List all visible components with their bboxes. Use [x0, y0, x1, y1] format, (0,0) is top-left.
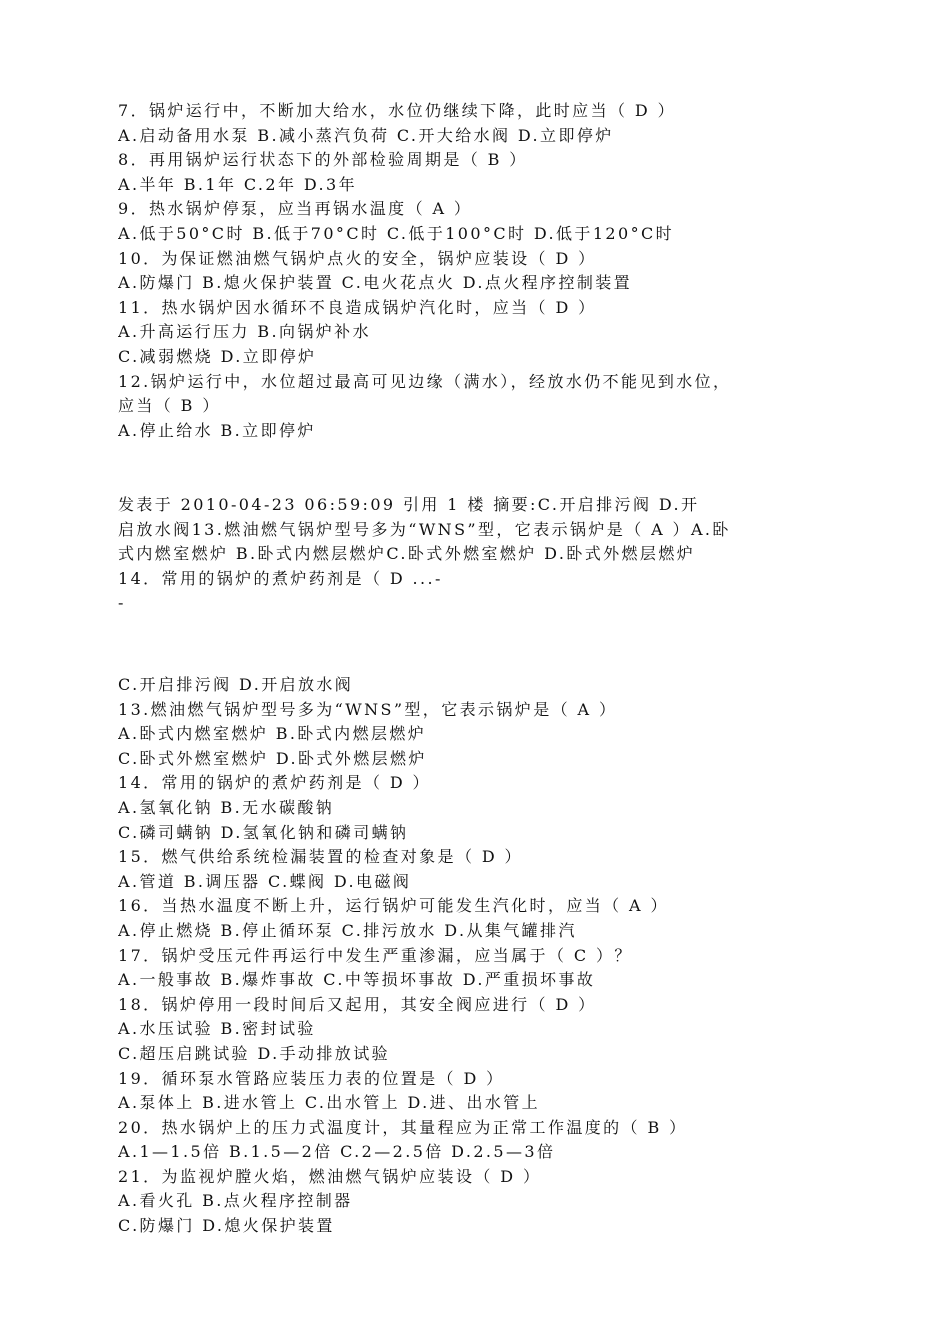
post-summary-line: 14．常用的锅炉的煮炉药剂是（ D ...-: [118, 568, 443, 588]
question-12-options: A.停止给水 B.立即停炉: [118, 420, 316, 440]
post-summary-line: 式内燃室燃炉 B.卧式内燃层燃炉C.卧式外燃室燃炉 D.卧式外燃层燃炉: [118, 544, 696, 564]
question-16-options: A.停止燃烧 B.停止循环泵 C.排污放水 D.从集气罐排汽: [118, 920, 577, 940]
question-9: 9．热水锅炉停泵，应当再锅水温度（ A ）: [118, 199, 473, 219]
question-12-options-cont: C.开启排污阀 D.开启放水阀: [118, 675, 354, 694]
question-13-options-b: C.卧式外燃室燃炉 D.卧式外燃层燃炉: [118, 748, 427, 768]
question-18-options-a: A.水压试验 B.密封试验: [118, 1019, 316, 1039]
question-12-cont: 应当（ B ）: [118, 396, 221, 416]
question-section-2: [118, 673, 836, 1239]
question-13: 13.燃油燃气锅炉型号多为“WNS”型，它表示锅炉是（ A ）: [118, 699, 618, 719]
question-10: 10．为保证燃油燃气锅炉点火的安全，锅炉应装设（ D ）: [118, 248, 597, 268]
question-7-options: A.启动备用水泵 B.减小蒸汽负荷 C.开大给水阀 D.立即停炉: [118, 125, 614, 145]
question-8-options: A.半年 B.1年 C.2年 D.3年: [118, 174, 357, 194]
question-14-options-b: C.磷司螨钠 D.氢氧化钠和磷司螨钠: [118, 822, 409, 842]
question-15-options: A.管道 B.调压器 C.蝶阀 D.电磁阀: [118, 871, 412, 891]
question-19-options: A.泵体上 B.进水管上 C.出水管上 D.进、出水管上: [118, 1093, 541, 1113]
question-10-options: A.防爆门 B.熄火保护装置 C.电火花点火 D.点火程序控制装置: [118, 273, 633, 293]
post-summary: [118, 493, 836, 616]
question-18: 18．锅炉停用一段时间后又起用，其安全阀应进行（ D ）: [118, 994, 597, 1014]
question-14-options-a: A.氢氧化钠 B.无水碳酸钠: [118, 797, 335, 817]
question-15: 15．燃气供给系统检漏装置的检查对象是（ D ）: [118, 847, 523, 867]
question-14: 14．常用的锅炉的煮炉药剂是（ D ）: [118, 773, 431, 793]
question-20: 20．热水锅炉上的压力式温度计，其量程应为正常工作温度的（ B ）: [118, 1117, 688, 1137]
post-summary-line: 启放水阀13.燃油燃气锅炉型号多为“WNS”型，它表示锅炉是（ A ）A.卧: [118, 519, 731, 539]
question-19: 19．循环泵水管路应装压力表的位置是（ D ）: [118, 1068, 505, 1088]
question-11-options-b: C.减弱燃烧 D.立即停炉: [118, 346, 317, 366]
question-11-options-a: A.升高运行压力 B.向锅炉补水: [118, 322, 371, 342]
question-20-options: A.1—1.5倍 B.1.5—2倍 C.2—2.5倍 D.2.5—3倍: [118, 1142, 556, 1162]
post-summary-dash: -: [118, 593, 126, 613]
question-21-options-a: A.看火孔 B.点火程序控制器: [118, 1191, 353, 1211]
question-12: 12.锅炉运行中，水位超过最高可见边缘（满水），经放水仍不能见到水位，: [118, 371, 732, 391]
post-meta-line: 发表于 2010-04-23 06:59:09 引用 1 楼 摘要:C.开启排污阀 D.开: [118, 495, 700, 514]
question-21: 21．为监视炉膛火焰，燃油燃气锅炉应装设（ D ）: [118, 1166, 542, 1186]
question-9-options: A.低于50°C时 B.低于70°C时 C.低于100°C时 D.低于120°C时: [118, 223, 675, 243]
question-13-options-a: A.卧式内燃室燃炉 B.卧式内燃层燃炉: [118, 724, 427, 744]
question-21-options-b: C.防爆门 D.熄火保护装置: [118, 1216, 335, 1236]
question-17-options: A.一般事故 B.爆炸事故 C.中等损坏事故 D.严重损坏事故: [118, 970, 596, 990]
question-11: 11．热水锅炉因水循环不良造成锅炉汽化时，应当（ D ）: [118, 297, 597, 317]
question-section-1: [118, 99, 836, 443]
question-17: 17．锅炉受压元件再运行中发生严重渗漏，应当属于（ C ）？: [118, 945, 633, 965]
question-8: 8．再用锅炉运行状态下的外部检验周期是（ B ）: [118, 150, 528, 170]
question-16: 16．当热水温度不断上升，运行锅炉可能发生汽化时，应当（ A ）: [118, 896, 669, 916]
question-7: 7．锅炉运行中，不断加大给水，水位仍继续下降，此时应当（ D ）: [118, 101, 676, 120]
question-18-options-b: C.超压启跳试验 D.手动排放试验: [118, 1043, 390, 1063]
